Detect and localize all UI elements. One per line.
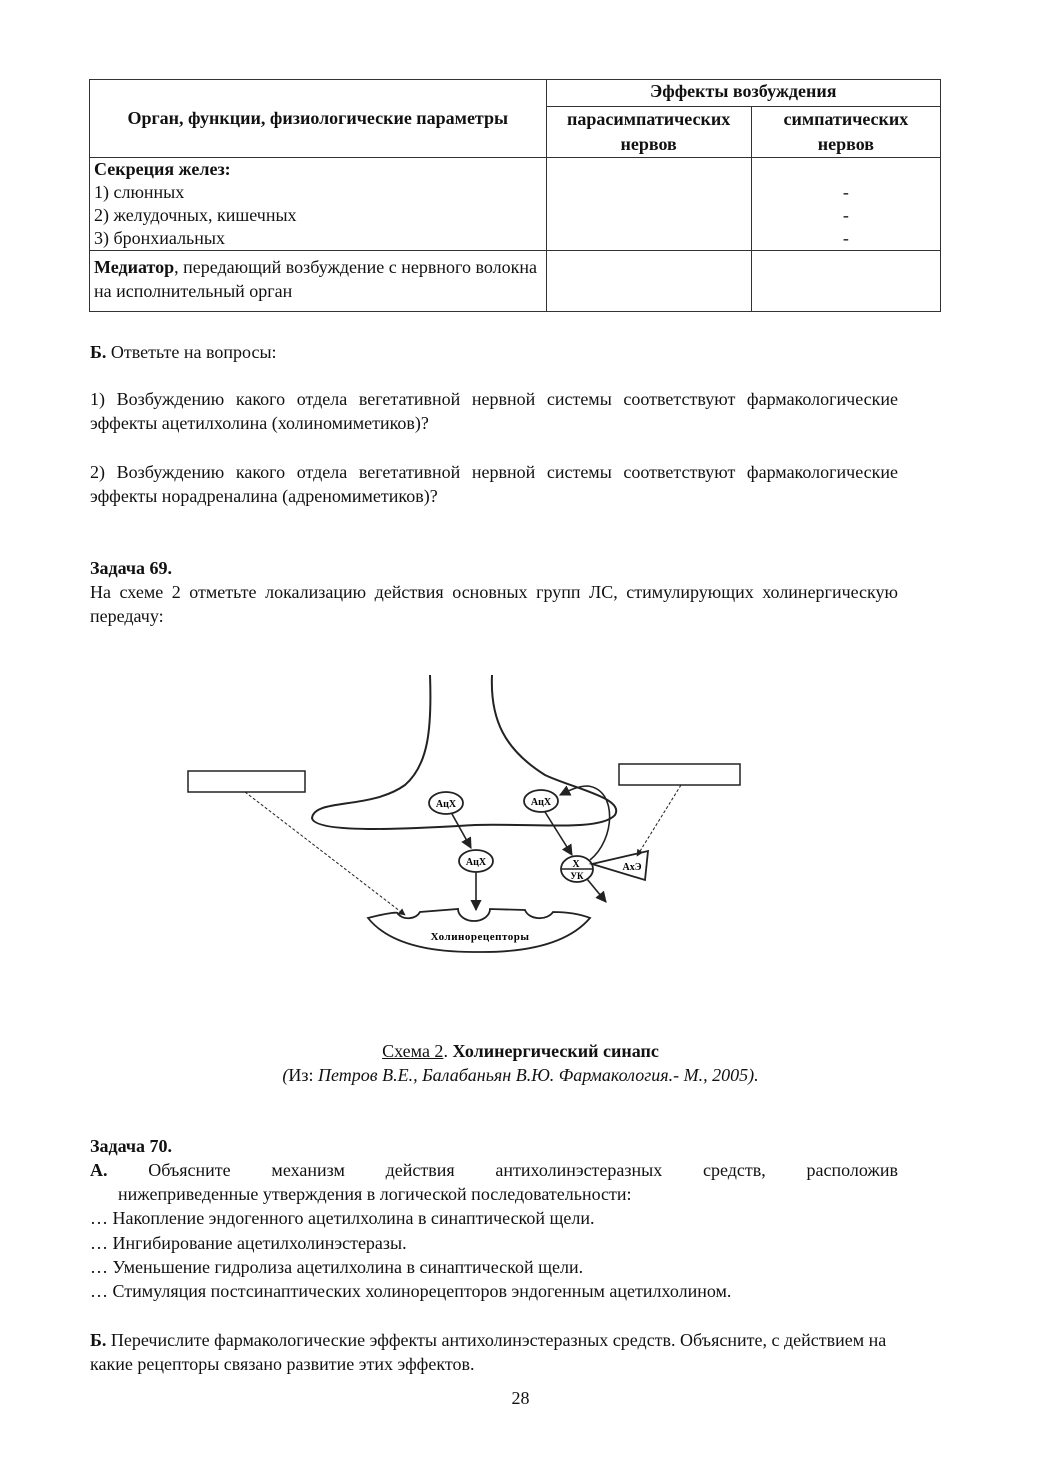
sympathetic-header: симпатических нервов: [751, 107, 940, 158]
presynaptic-terminal: [312, 675, 616, 829]
parasympathetic-header: парасимпатических нервов: [546, 107, 751, 158]
ache-enzyme: [592, 851, 648, 880]
secretion-item: 3) бронхиальных: [94, 228, 225, 248]
cholinergic-synapse-diagram: [0, 670, 1041, 990]
pointer-right: [637, 785, 681, 856]
para-secretion-cell: [546, 158, 751, 251]
svg-text:УК: УК: [570, 871, 584, 881]
mediator-text: , передающий возбуждение с нервного волокна на исполнительный орган: [94, 257, 537, 301]
choline-acetate-circle: [561, 856, 593, 882]
ach-circle-2: [524, 790, 558, 812]
secretion-title: Секреция желез:: [94, 159, 231, 179]
task-69-title: Задача 69.: [90, 558, 173, 578]
statement-item: … Ингибирование ацетилхолинэстеразы.: [90, 1233, 407, 1253]
dash-mark: -: [842, 228, 849, 248]
task-69-text: На схеме 2 отметьте локализацию действия основных групп ЛС, стимулирующих холинергическую передачу:: [90, 582, 898, 626]
statement-item: … Накопление эндогенного ацетилхолина в синаптической щели.: [90, 1208, 595, 1228]
task-70-a-line1: А. Объясните механизм действия антихолинэстеразных средств, расположив: [90, 1160, 898, 1180]
svg-text:АцХ: АцХ: [530, 797, 552, 808]
mediator-label: Медиатор: [94, 257, 175, 277]
blank-label-box-left[interactable]: [188, 771, 305, 792]
ach-circle-1: [429, 792, 463, 814]
pointer-left: [245, 792, 405, 915]
arrow-diffusion: [587, 879, 606, 902]
symp-mediator-cell: [751, 251, 940, 312]
secretion-item: 2) желудочных, кишечных: [94, 205, 297, 225]
svg-text:АцХ: АцХ: [435, 799, 457, 810]
secretion-item: 1) слюнных: [94, 182, 185, 202]
task-70-a-line2: нижеприведенные утверждения в логической последовательности:: [118, 1184, 632, 1204]
dash-mark: -: [842, 205, 849, 225]
arrow-to-hydrolysis: [545, 812, 572, 855]
para-mediator-cell: [546, 251, 751, 312]
dash-mark: -: [842, 182, 849, 202]
statement-item: … Стимуляция постсинаптических холинорецепторов эндогенным ацетилхолином.: [90, 1281, 732, 1301]
svg-text:АхЭ: АхЭ: [622, 862, 642, 873]
svg-text:АцХ: АцХ: [465, 857, 487, 868]
cholinoreceptor-membrane: [368, 909, 590, 952]
symp-secretion-cell: [751, 158, 940, 251]
question-2: 2) Возбуждению какого отдела вегетативной нервной системы соответствуют фармакологические эффекты норадреналина (адреномиметиков)?: [90, 462, 898, 506]
task-70-b: Б. Перечислите фармакологические эффекты антихолинэстеразных средств. Объясните, с действием на какие рецепторы связано развитие этих эффектов.: [90, 1330, 887, 1374]
question-1: 1) Возбуждению какого отдела вегетативной нервной системы соответствуют фармакологические эффекты ацетилхолина (холиномиметиков)?: [90, 389, 898, 433]
statement-item: … Уменьшение гидролиза ацетилхолина в синаптической щели.: [90, 1257, 584, 1277]
svg-text:Х: Х: [572, 859, 580, 870]
task-70-title: Задача 70.: [90, 1136, 173, 1156]
page-number: 28: [511, 1388, 530, 1408]
mediator-cell: [90, 251, 547, 312]
effects-table: [89, 79, 941, 312]
arrow-release: [452, 814, 471, 848]
svg-text:Холинорецепторы: Холинорецепторы: [430, 931, 530, 943]
ach-circle-3: [459, 850, 493, 872]
diagram-caption: Схема 2. Холинергический синапс: [382, 1041, 659, 1061]
section-b-heading: Б. Ответьте на вопросы:: [90, 342, 277, 362]
blank-label-box-right[interactable]: [619, 764, 740, 785]
secretion-cell: [90, 158, 547, 251]
diagram-source: (Из: Петров В.Е., Балабаньян В.Ю. Фармакология.- М., 2005).: [282, 1065, 759, 1085]
effects-header: Эффекты возбуждения: [546, 80, 940, 107]
organ-column-header: Орган, функции, физиологические параметры: [90, 80, 547, 158]
